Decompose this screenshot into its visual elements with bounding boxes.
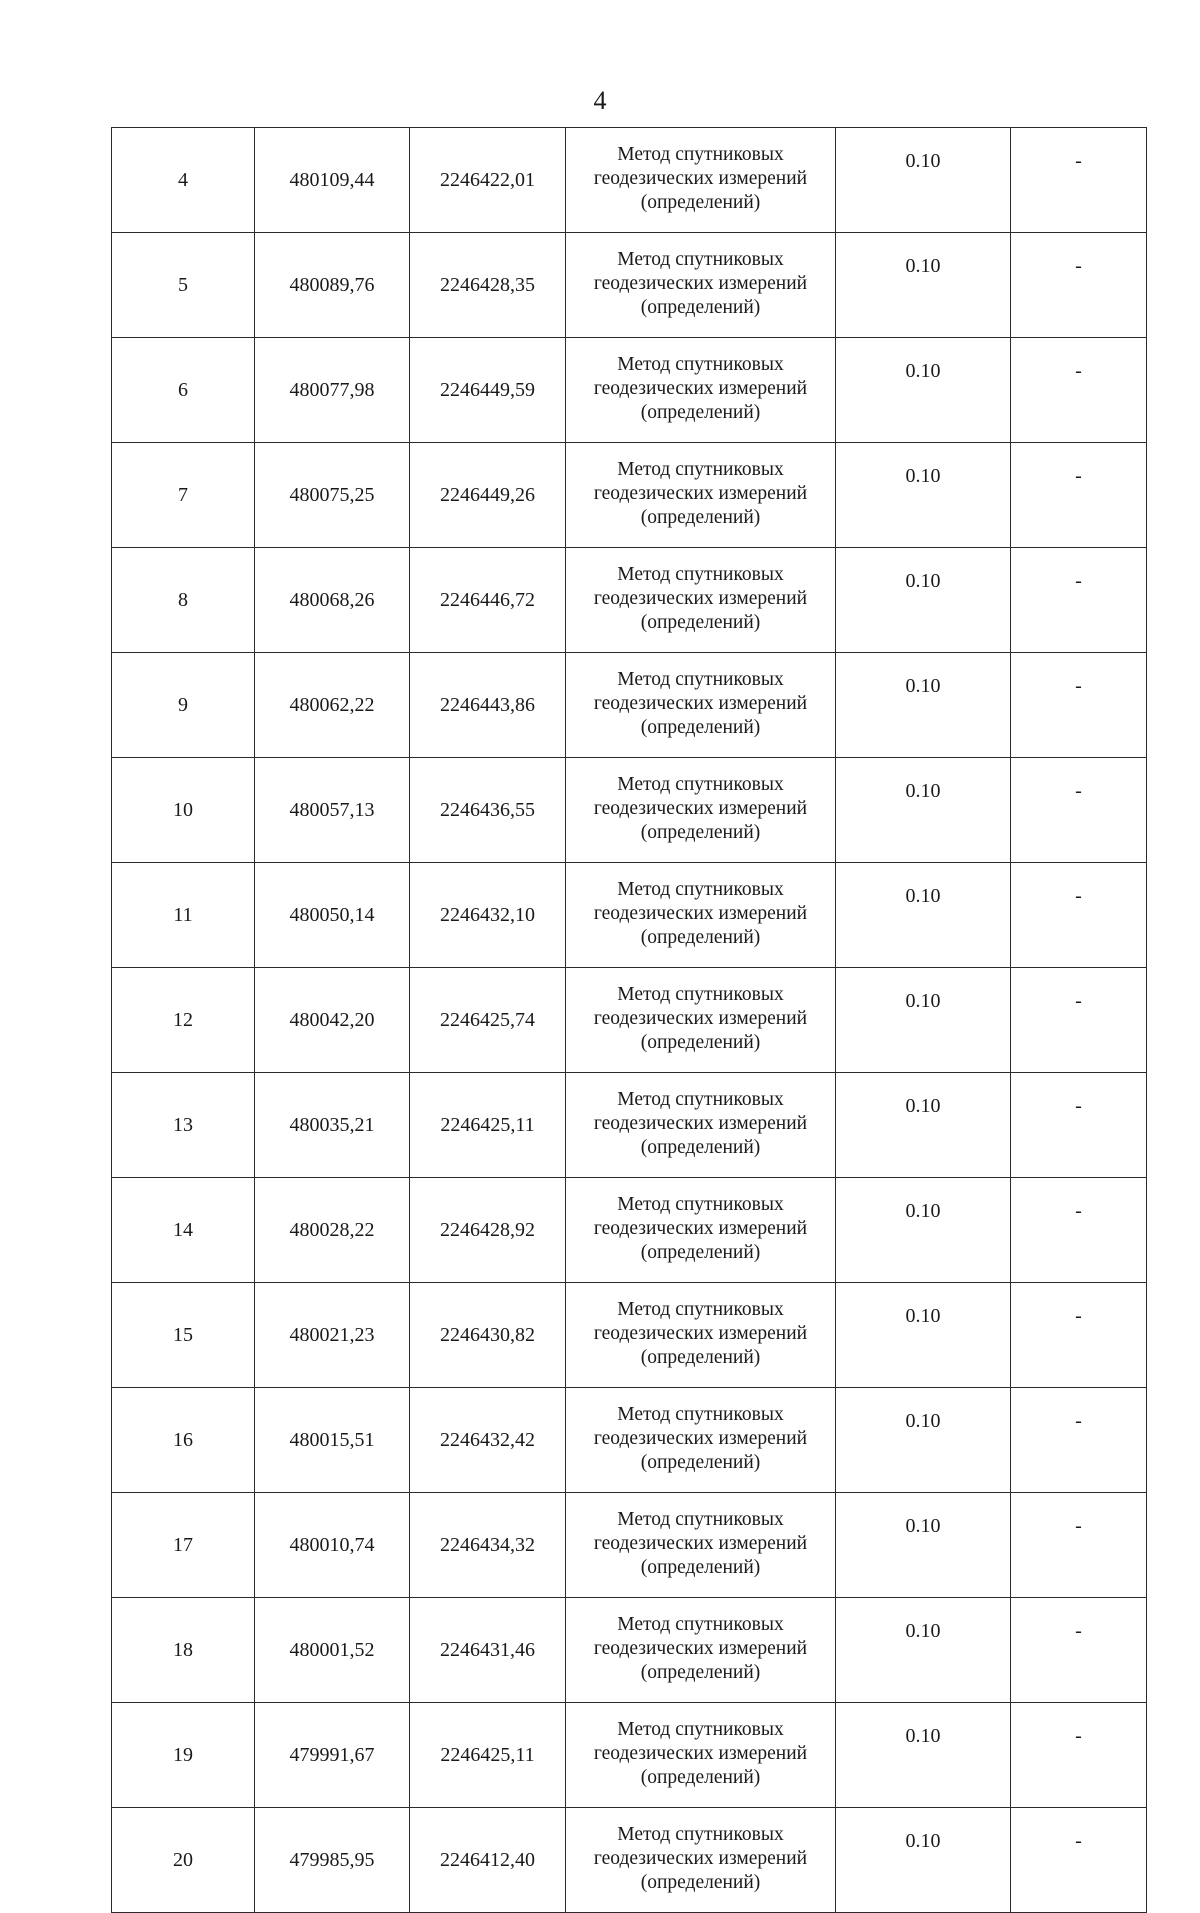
precision-cell: 0.10 xyxy=(836,1073,1011,1178)
table-row xyxy=(112,758,1147,863)
y-coordinate-cell: 2246428,92 xyxy=(410,1178,566,1283)
method-text-line: Метод спутниковых xyxy=(617,564,784,585)
extra-cell: - xyxy=(1011,1703,1147,1808)
point-number-cell: 11 xyxy=(112,863,255,968)
precision-cell: 0.10 xyxy=(836,968,1011,1073)
x-coordinate-cell: 480089,76 xyxy=(255,233,410,338)
method-text-line: (определений) xyxy=(640,717,761,738)
table-row xyxy=(112,1073,1147,1178)
method-text-line: Метод спутниковых xyxy=(617,984,784,1005)
x-coordinate-cell: 480057,13 xyxy=(255,758,410,863)
method-cell xyxy=(566,1703,836,1808)
x-coordinate-cell: 480109,44 xyxy=(255,128,410,233)
point-number-cell: 10 xyxy=(112,758,255,863)
method-text-line: (определений) xyxy=(640,1452,761,1473)
y-coordinate-cell: 2246436,55 xyxy=(410,758,566,863)
point-number-cell: 8 xyxy=(112,548,255,653)
method-text-line: Метод спутниковых xyxy=(617,1089,784,1110)
method-text-line: (определений) xyxy=(640,192,761,213)
method-text-line: (определений) xyxy=(640,1032,761,1053)
method-text-line: геодезических измерений xyxy=(593,588,808,609)
method-text-line: (определений) xyxy=(640,507,761,528)
point-number-cell: 13 xyxy=(112,1073,255,1178)
point-number-cell: 16 xyxy=(112,1388,255,1493)
method-text-line: геодезических измерений xyxy=(593,1743,808,1764)
point-number-cell: 20 xyxy=(112,1808,255,1913)
point-number-cell: 15 xyxy=(112,1283,255,1388)
method-text-line: Метод спутниковых xyxy=(617,249,784,270)
method-cell xyxy=(566,968,836,1073)
y-coordinate-cell: 2246443,86 xyxy=(410,653,566,758)
y-coordinate-cell: 2246432,10 xyxy=(410,863,566,968)
method-text-line: геодезических измерений xyxy=(593,1323,808,1344)
x-coordinate-cell: 480062,22 xyxy=(255,653,410,758)
table-row xyxy=(112,863,1147,968)
method-text-line: Метод спутниковых xyxy=(617,1404,784,1425)
precision-cell: 0.10 xyxy=(836,128,1011,233)
point-number-cell: 19 xyxy=(112,1703,255,1808)
y-coordinate-cell: 2246434,32 xyxy=(410,1493,566,1598)
point-number-cell: 12 xyxy=(112,968,255,1073)
table-row xyxy=(112,338,1147,443)
method-cell xyxy=(566,338,836,443)
point-number-cell: 7 xyxy=(112,443,255,548)
extra-cell: - xyxy=(1011,863,1147,968)
extra-cell: - xyxy=(1011,1808,1147,1913)
method-cell xyxy=(566,1808,836,1913)
method-text-line: геодезических измерений xyxy=(593,693,808,714)
table-row xyxy=(112,1178,1147,1283)
method-text-line: геодезических измерений xyxy=(593,1533,808,1554)
extra-cell: - xyxy=(1011,128,1147,233)
precision-cell: 0.10 xyxy=(836,1178,1011,1283)
y-coordinate-cell: 2246428,35 xyxy=(410,233,566,338)
x-coordinate-cell: 480028,22 xyxy=(255,1178,410,1283)
method-text-line: Метод спутниковых xyxy=(617,1509,784,1530)
table-row xyxy=(112,1283,1147,1388)
method-text-line: геодезических измерений xyxy=(593,1428,808,1449)
x-coordinate-cell: 480021,23 xyxy=(255,1283,410,1388)
method-cell xyxy=(566,758,836,863)
y-coordinate-cell: 2246449,26 xyxy=(410,443,566,548)
extra-cell: - xyxy=(1011,1073,1147,1178)
precision-cell: 0.10 xyxy=(836,1598,1011,1703)
point-number-cell: 14 xyxy=(112,1178,255,1283)
y-coordinate-cell: 2246430,82 xyxy=(410,1283,566,1388)
precision-cell: 0.10 xyxy=(836,1493,1011,1598)
table-row xyxy=(112,1808,1147,1913)
point-number-cell: 5 xyxy=(112,233,255,338)
method-text-line: Метод спутниковых xyxy=(617,1299,784,1320)
method-text-line: геодезических измерений xyxy=(593,1638,808,1659)
method-text-line: геодезических измерений xyxy=(593,1848,808,1869)
method-cell xyxy=(566,548,836,653)
method-cell xyxy=(566,233,836,338)
extra-cell: - xyxy=(1011,338,1147,443)
extra-cell: - xyxy=(1011,443,1147,548)
precision-cell: 0.10 xyxy=(836,758,1011,863)
method-text-line: Метод спутниковых xyxy=(617,459,784,480)
x-coordinate-cell: 480010,74 xyxy=(255,1493,410,1598)
method-text-line: (определений) xyxy=(640,927,761,948)
method-cell xyxy=(566,128,836,233)
y-coordinate-cell: 2246412,40 xyxy=(410,1808,566,1913)
method-cell xyxy=(566,1178,836,1283)
table-row xyxy=(112,968,1147,1073)
precision-cell: 0.10 xyxy=(836,338,1011,443)
precision-cell: 0.10 xyxy=(836,548,1011,653)
method-text-line: Метод спутниковых xyxy=(617,1719,784,1740)
method-text-line: (определений) xyxy=(640,1347,761,1368)
precision-cell: 0.10 xyxy=(836,233,1011,338)
method-text-line: (определений) xyxy=(640,1662,761,1683)
y-coordinate-cell: 2246425,11 xyxy=(410,1073,566,1178)
method-cell xyxy=(566,443,836,548)
method-text-line: геодезических измерений xyxy=(593,273,808,294)
method-text-line: геодезических измерений xyxy=(593,483,808,504)
method-text-line: геодезических измерений xyxy=(593,1008,808,1029)
method-text-line: Метод спутниковых xyxy=(617,1614,784,1635)
extra-cell: - xyxy=(1011,548,1147,653)
table-row xyxy=(112,653,1147,758)
method-text-line: Метод спутниковых xyxy=(617,774,784,795)
extra-cell: - xyxy=(1011,1598,1147,1703)
x-coordinate-cell: 480015,51 xyxy=(255,1388,410,1493)
method-text-line: (определений) xyxy=(640,402,761,423)
method-text-line: Метод спутниковых xyxy=(617,1824,784,1845)
x-coordinate-cell: 480068,26 xyxy=(255,548,410,653)
method-text-line: (определений) xyxy=(640,297,761,318)
method-text-line: (определений) xyxy=(640,1137,761,1158)
table-row xyxy=(112,1598,1147,1703)
method-text-line: Метод спутниковых xyxy=(617,354,784,375)
x-coordinate-cell: 480042,20 xyxy=(255,968,410,1073)
method-cell xyxy=(566,1598,836,1703)
method-text-line: (определений) xyxy=(640,1872,761,1893)
point-number-cell: 4 xyxy=(112,128,255,233)
table-row xyxy=(112,548,1147,653)
x-coordinate-cell: 479991,67 xyxy=(255,1703,410,1808)
method-text-line: Метод спутниковых xyxy=(617,1194,784,1215)
x-coordinate-cell: 480077,98 xyxy=(255,338,410,443)
precision-cell: 0.10 xyxy=(836,1283,1011,1388)
method-text-line: (определений) xyxy=(640,1242,761,1263)
extra-cell: - xyxy=(1011,653,1147,758)
method-text-line: (определений) xyxy=(640,1557,761,1578)
method-cell xyxy=(566,1073,836,1178)
y-coordinate-cell: 2246422,01 xyxy=(410,128,566,233)
x-coordinate-cell: 479985,95 xyxy=(255,1808,410,1913)
precision-cell: 0.10 xyxy=(836,863,1011,968)
method-text-line: геодезических измерений xyxy=(593,378,808,399)
precision-cell: 0.10 xyxy=(836,1703,1011,1808)
table-row xyxy=(112,128,1147,233)
method-text-line: геодезических измерений xyxy=(593,1113,808,1134)
coordinates-table xyxy=(111,127,1147,1913)
method-text-line: (определений) xyxy=(640,1767,761,1788)
point-number-cell: 17 xyxy=(112,1493,255,1598)
extra-cell: - xyxy=(1011,1283,1147,1388)
precision-cell: 0.10 xyxy=(836,1808,1011,1913)
y-coordinate-cell: 2246446,72 xyxy=(410,548,566,653)
method-text-line: (определений) xyxy=(640,612,761,633)
table-row xyxy=(112,1703,1147,1808)
method-text-line: геодезических измерений xyxy=(593,798,808,819)
table-row xyxy=(112,233,1147,338)
coordinates-table-body xyxy=(112,128,1147,1913)
method-cell xyxy=(566,1493,836,1598)
y-coordinate-cell: 2246432,42 xyxy=(410,1388,566,1493)
method-text-line: Метод спутниковых xyxy=(617,879,784,900)
extra-cell: - xyxy=(1011,758,1147,863)
method-cell xyxy=(566,1388,836,1493)
extra-cell: - xyxy=(1011,1178,1147,1283)
extra-cell: - xyxy=(1011,1493,1147,1598)
point-number-cell: 18 xyxy=(112,1598,255,1703)
point-number-cell: 9 xyxy=(112,653,255,758)
y-coordinate-cell: 2246449,59 xyxy=(410,338,566,443)
y-coordinate-cell: 2246425,11 xyxy=(410,1703,566,1808)
y-coordinate-cell: 2246425,74 xyxy=(410,968,566,1073)
table-row xyxy=(112,1388,1147,1493)
method-cell xyxy=(566,653,836,758)
x-coordinate-cell: 480035,21 xyxy=(255,1073,410,1178)
x-coordinate-cell: 480075,25 xyxy=(255,443,410,548)
method-text-line: геодезических измерений xyxy=(593,1218,808,1239)
method-text-line: геодезических измерений xyxy=(593,168,808,189)
table-row xyxy=(112,1493,1147,1598)
page-number: 4 xyxy=(593,86,607,115)
method-cell xyxy=(566,863,836,968)
extra-cell: - xyxy=(1011,968,1147,1073)
x-coordinate-cell: 480050,14 xyxy=(255,863,410,968)
method-text-line: Метод спутниковых xyxy=(617,669,784,690)
method-text-line: Метод спутниковых xyxy=(617,144,784,165)
method-cell xyxy=(566,1283,836,1388)
method-text-line: (определений) xyxy=(640,822,761,843)
table-row xyxy=(112,443,1147,548)
extra-cell: - xyxy=(1011,233,1147,338)
precision-cell: 0.10 xyxy=(836,443,1011,548)
x-coordinate-cell: 480001,52 xyxy=(255,1598,410,1703)
extra-cell: - xyxy=(1011,1388,1147,1493)
precision-cell: 0.10 xyxy=(836,1388,1011,1493)
y-coordinate-cell: 2246431,46 xyxy=(410,1598,566,1703)
method-text-line: геодезических измерений xyxy=(593,903,808,924)
precision-cell: 0.10 xyxy=(836,653,1011,758)
point-number-cell: 6 xyxy=(112,338,255,443)
